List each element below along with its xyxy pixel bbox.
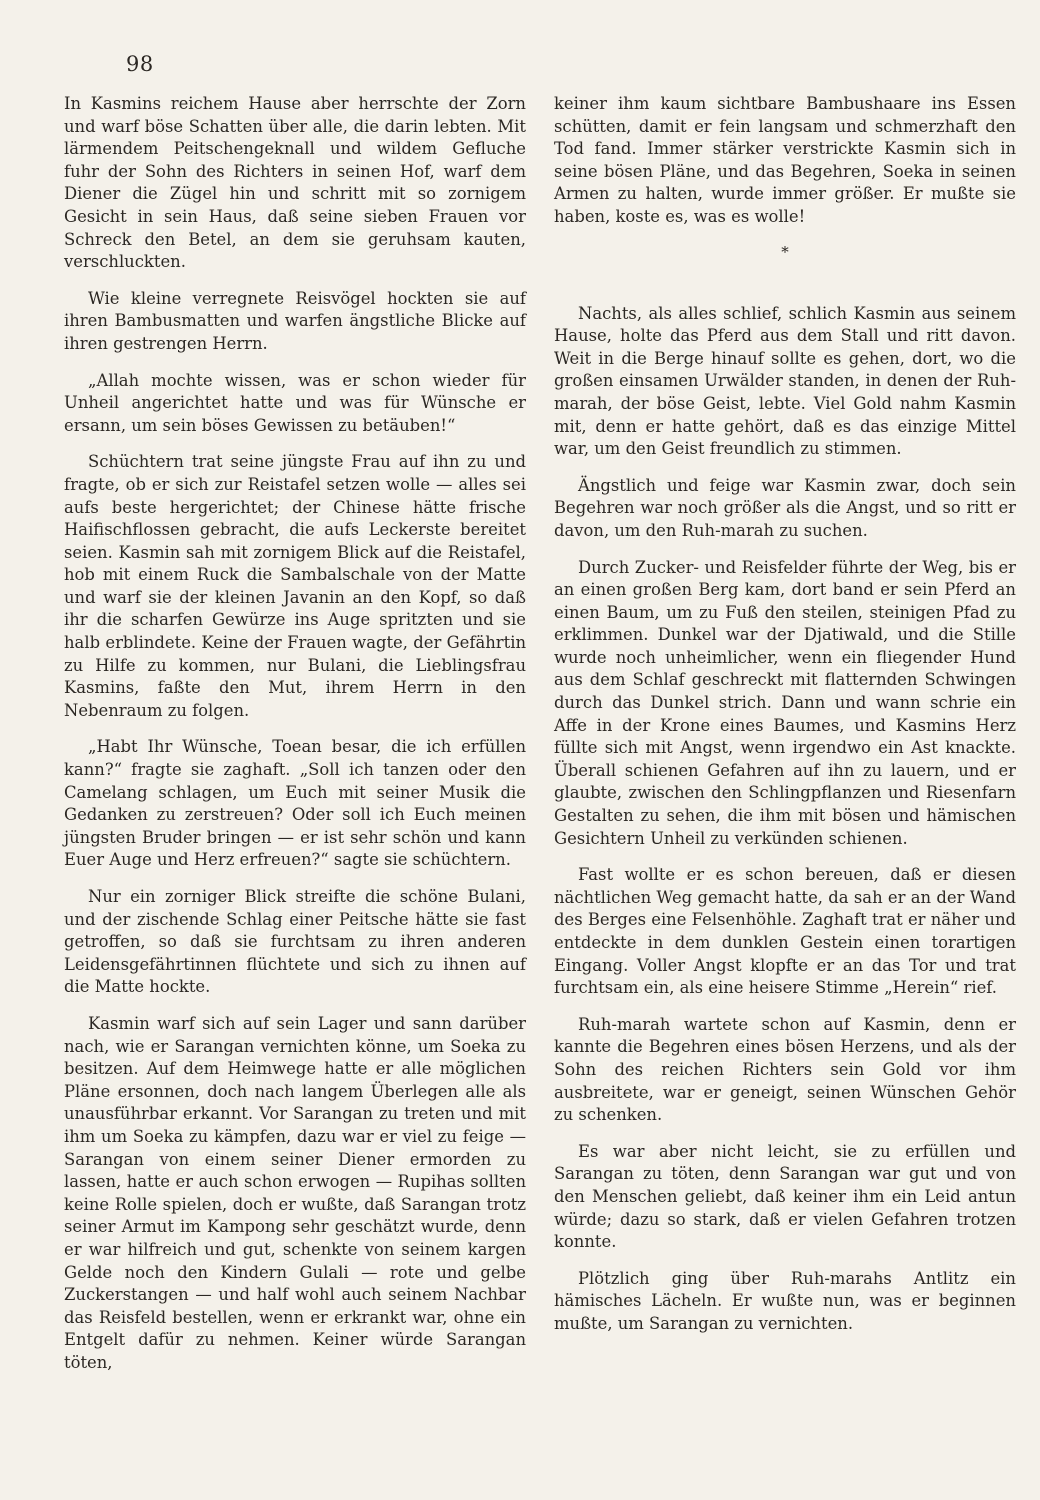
paragraph: Nur ein zorniger Blick streifte die schöne Bulani, und der zischende Schlag einer Peitsche hätte sie fast getroffen, so daß sie furchtsam zu ihren anderen Leidensgefährtinnen flüchtete und sich zu ihnen auf die Matte hockte. — [64, 887, 526, 997]
right-column — [554, 93, 1016, 1350]
paragraph: In Kasmins reichem Hause aber herrschte der Zorn und warf böse Schatten über alle, die darin lebten. Mit lärmendem Peitschengeknall und wildem Gefluche fuhr der Sohn des Richters in seinen Hof, warf dem Diener die Zügel hin und schritt mit so zornigem Gesicht in sein Haus, daß seine sieben Frauen vor Schreck den Betel, an dem sie geruhsam kauten, verschluckten. — [64, 94, 526, 272]
paragraph: Es war aber nicht leicht, sie zu erfüllen und Sarangan zu töten, denn Sarangan war gut und von den Menschen geliebt, daß keiner ihm ein Leid antun würde; dazu so stark, daß er vielen Gefahren trotzen konnte. — [554, 1141, 1016, 1252]
section-separator: * — [781, 242, 789, 261]
paragraph: Ängstlich und feige war Kasmin zwar, doch sein Begehren war noch größer als die Angst, und so ritt er davon, um den Ruh-marah zu suchen. — [554, 475, 1016, 540]
paragraph: Plötzlich ging über Ruh-marahs Antlitz ein hämisches Lächeln. Er wußte nun, was er beginnen mußte, um Sarangan zu vernichten. — [554, 1268, 1016, 1333]
paragraph: Ruh-marah wartete schon auf Kasmin, denn er kannte die Begehren eines bösen Herzens, und als der Sohn des reichen Richters sein Gold vor ihm ausbreitete, war er geneigt, seinen Wünschen Gehör zu schenken. — [554, 1014, 1016, 1125]
paragraph: keiner ihm kaum sichtbare Bambushaare ins Essen schütten, damit er fein langsam und schmerzhaft den Tod fand. Immer stärker verstrickte Kasmin sich in seine bösen Pläne, und das Begehren, Soeka in seinen Armen zu halten, wurde immer größer. Er mußte sie haben, koste es, was es wolle! — [554, 94, 1016, 226]
paragraph: „Allah mochte wissen, was er schon wieder für Unheil angerichtet hatte und was für Wünsche er ersann, um sein böses Gewissen zu betäuben!“ — [64, 370, 526, 435]
paragraph: Wie kleine verregnete Reisvögel hockten sie auf ihren Bambusmatten und warfen ängstliche Blicke auf ihren gestrengen Herrn. — [64, 288, 526, 353]
paragraph: Fast wollte er es schon bereuen, daß er diesen nächtlichen Weg gemacht hatte, da sah er an der Wand des Berges eine Felsenhöhle. Zaghaft trat er näher und entdeckte in dem dunklen Gestein einen torartigen Eingang. Voller Angst klopfte er an das Tor und trat furchtsam ein, als eine heisere Stimme „Herein“ rief. — [554, 865, 1016, 998]
left-column — [64, 93, 526, 1388]
paragraph: Nachts, als alles schlief, schlich Kasmin aus seinem Hause, holte das Pferd aus dem Stall und ritt davon. Weit in die Berge hinauf sollte es gehen, dort, wo die großen einsamen Urwälder standen, in denen der Ruh-marah, der böse Geist, lebte. Viel Gold nahm Kasmin mit, denn er hatte gehört, daß es das einzige Mittel war, um den Geist freundlich zu stimmen. — [554, 303, 1016, 459]
paragraph: Schüchtern trat seine jüngste Frau auf ihn zu und fragte, ob er sich zur Reistafel setzen wolle — alles sei aufs beste hergerichtet; der Chinese hätte frische Haifischflossen gebracht, die aufs Leckerste bereitet seien. Kasmin sah mit zornigem Blick auf die Reistafel, hob mit einem Ruck die Sambalschale von der Matte und warf sie der kleinen Javanin an den Kopf, so daß ihr die scharfen Gewürze ins Auge spritzten und sie halb erblindete. Keine der Frauen wagte, der Gefährtin zu Hilfe zu kommen, nur Bulani, die Lieblingsfrau Kasmins, faßte den Mut, ihrem Herrn in den Nebenraum zu folgen. — [64, 452, 526, 720]
page-number: 98 — [126, 52, 154, 76]
paragraph: Kasmin warf sich auf sein Lager und sann darüber nach, wie er Sarangan vernichten könne, um Soeka zu besitzen. Auf dem Heimwege hatte er alle möglichen Pläne ersonnen, doch nach langem Überlegen alle als unausführbar erkannt. Vor Sarangan zu treten und mit ihm um Soeka zu kämpfen, dazu war er viel zu feige — Sarangan von einem seiner Diener ermorden zu lassen, hatte er auch schon erwogen — Rupihas sollten keine Rolle spielen, doch er wußte, daß Sarangan trotz seiner Armut im Kampong sehr geschätzt wurde, denn er war hilfreich und gut, schenkte von seinem kargen Gelde noch den Kindern Gulali — rote und gelbe Zuckerstangen — und half wohl auch seinem Nachbar das Reisfeld bestellen, wenn er erkrankt war, ohne ein Entgelt dafür zu nehmen. Keiner würde Sarangan töten, — [64, 1013, 526, 1372]
paragraph: „Habt Ihr Wünsche, Toean besar, die ich erfüllen kann?“ fragte sie zaghaft. „Soll ich tanzen oder den Camelang schlagen, um Euch mit seiner Musik die Gedanken zu zerstreuen? Oder soll ich Euch meinen jüngsten Bruder bringen — er ist sehr schön und kann Euer Auge und Herz erfreuen?“ sagte sie schüchtern. — [64, 737, 526, 870]
paragraph: Durch Zucker- und Reisfelder führte der Weg, bis er an einen großen Berg kam, dort band er sein Pferd an einen Baum, um zu Fuß den steilen, steinigen Pfad zu erklimmen. Dunkel war der Djatiwald, und die Stille wurde noch unheimlicher, wenn ein fliegender Hund aus dem Schlaf geschreckt mit flatternden Schwingen durch das Dunkel strich. Dann und wann schrie ein Affe in der Krone eines Baumes, und Kasmins Herz füllte sich mit Angst, wenn irgendwo ein Ast knackte. Überall schienen Gefahren auf ihn zu lauern, und er glaubte, zwischen den Schlingpflanzen und Riesenfarn Gestalten zu sehen, die ihm mit bösen und hämischen Gesichtern Unheil zu verkünden schienen. — [554, 557, 1016, 848]
